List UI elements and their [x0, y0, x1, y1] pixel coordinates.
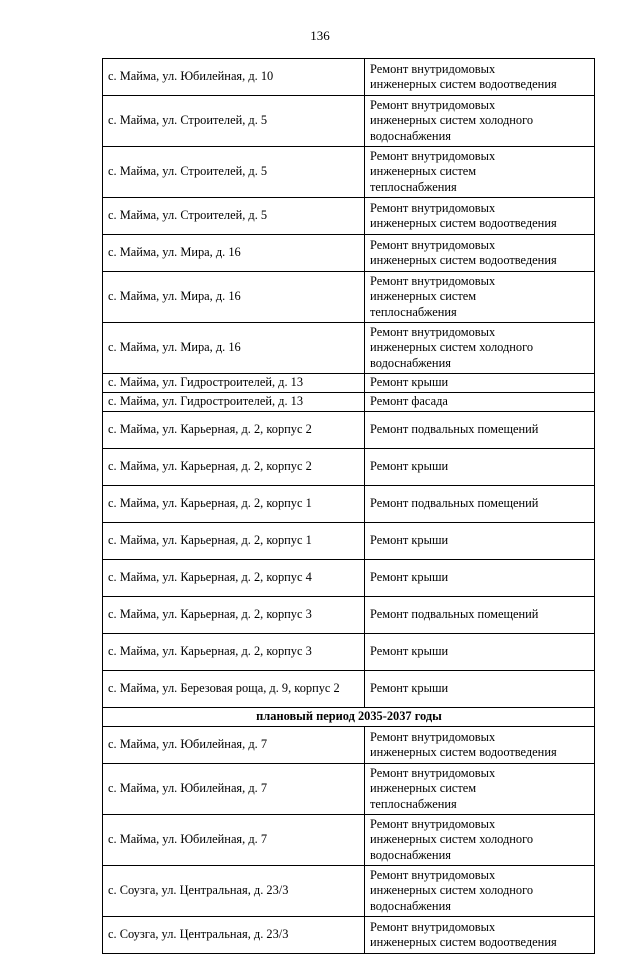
address-cell: с. Майма, ул. Строителей, д. 5 [103, 96, 365, 147]
work-line: Ремонт крыши [370, 533, 449, 548]
works-table-body [103, 59, 595, 954]
address-cell: с. Соузга, ул. Центральная, д. 23/3 [103, 866, 365, 917]
table-row [103, 59, 595, 96]
work-line: Ремонт внутридомовых [370, 237, 496, 252]
work-line: Ремонт подвальных помещений [370, 422, 539, 437]
address-cell: с. Майма, ул. Карьерная, д. 2, корпус 3 [103, 597, 365, 634]
table-row [103, 866, 595, 917]
work-line: инженерных систем водоотведения [370, 935, 557, 949]
table-row [103, 815, 595, 866]
work-line: Ремонт фасада [370, 394, 448, 409]
work-line: водоснабжения [370, 898, 451, 913]
address-cell: с. Майма, ул. Березовая роща, д. 9, корпус 2 [103, 671, 365, 708]
table-row [103, 393, 595, 412]
work-line: Ремонт внутридомовых [370, 61, 496, 76]
work-line: теплоснабжения [370, 304, 457, 319]
table-row [103, 198, 595, 235]
work-cell [365, 412, 595, 449]
table-row [103, 412, 595, 449]
table-row [103, 764, 595, 815]
address-cell: с. Майма, ул. Мира, д. 16 [103, 272, 365, 323]
address-cell: с. Майма, ул. Юбилейная, д. 7 [103, 815, 365, 866]
table-row [103, 917, 595, 954]
work-line: инженерных систем холодного [370, 883, 534, 898]
work-cell [365, 393, 595, 412]
work-line: Ремонт крыши [370, 681, 449, 696]
work-line: Ремонт внутридомовых [370, 765, 496, 780]
work-line: Ремонт внутридомовых [370, 729, 496, 744]
work-line: Ремонт крыши [370, 459, 449, 474]
work-line: инженерных систем [370, 289, 477, 304]
address-cell: с. Майма, ул. Юбилейная, д. 7 [103, 727, 365, 764]
work-cell [365, 323, 595, 374]
work-line: Ремонт внутридомовых [370, 867, 496, 882]
work-line: Ремонт внутридомовых [370, 273, 496, 288]
work-cell [365, 198, 595, 235]
table-row [103, 486, 595, 523]
address-cell: с. Майма, ул. Карьерная, д. 2, корпус 3 [103, 634, 365, 671]
work-cell [365, 764, 595, 815]
work-line: водоснабжения [370, 355, 451, 370]
work-line: инженерных систем водоотведения [370, 216, 557, 230]
work-line: Ремонт крыши [370, 644, 449, 659]
work-cell [365, 866, 595, 917]
table-row [103, 597, 595, 634]
work-cell [365, 235, 595, 272]
work-line: инженерных систем водоотведения [370, 77, 557, 91]
address-cell: с. Майма, ул. Карьерная, д. 2, корпус 1 [103, 523, 365, 560]
table-row [103, 727, 595, 764]
work-line: инженерных систем [370, 164, 477, 179]
work-cell [365, 815, 595, 866]
page-number: 136 [310, 28, 330, 43]
period-heading-row [103, 708, 595, 727]
work-line: Ремонт крыши [370, 375, 449, 390]
address-cell: с. Майма, ул. Строителей, д. 5 [103, 198, 365, 235]
work-cell [365, 96, 595, 147]
work-cell [365, 59, 595, 96]
table-row [103, 147, 595, 198]
work-cell [365, 597, 595, 634]
table-row [103, 235, 595, 272]
address-cell: с. Майма, ул. Юбилейная, д. 10 [103, 59, 365, 96]
work-cell [365, 634, 595, 671]
work-line: Ремонт внутридомовых [370, 148, 496, 163]
period-heading: плановый период 2035-2037 годы [103, 708, 595, 727]
work-cell [365, 523, 595, 560]
table-row [103, 523, 595, 560]
table-row [103, 671, 595, 708]
address-cell: с. Майма, ул. Карьерная, д. 2, корпус 1 [103, 486, 365, 523]
work-line: Ремонт крыши [370, 570, 449, 585]
work-line: теплоснабжения [370, 179, 457, 194]
work-line: инженерных систем [370, 781, 477, 796]
work-line: водоснабжения [370, 847, 451, 862]
work-line: инженерных систем водоотведения [370, 745, 557, 759]
table-row [103, 560, 595, 597]
address-cell: с. Майма, ул. Строителей, д. 5 [103, 147, 365, 198]
work-cell [365, 671, 595, 708]
address-cell: с. Майма, ул. Карьерная, д. 2, корпус 2 [103, 449, 365, 486]
table-row [103, 96, 595, 147]
work-line: инженерных систем водоотведения [370, 253, 557, 267]
work-line: инженерных систем холодного [370, 113, 534, 128]
table-row [103, 323, 595, 374]
works-table [102, 58, 595, 954]
address-cell: с. Майма, ул. Мира, д. 16 [103, 235, 365, 272]
table-row [103, 272, 595, 323]
work-cell [365, 449, 595, 486]
work-cell [365, 374, 595, 393]
address-cell: с. Майма, ул. Карьерная, д. 2, корпус 2 [103, 412, 365, 449]
address-cell: с. Майма, ул. Гидростроителей, д. 13 [103, 374, 365, 393]
work-line: Ремонт подвальных помещений [370, 496, 539, 511]
work-line: водоснабжения [370, 128, 451, 143]
work-line: инженерных систем холодного [370, 340, 534, 355]
work-line: Ремонт внутридомовых [370, 200, 496, 215]
table-row [103, 634, 595, 671]
work-cell [365, 560, 595, 597]
work-line: теплоснабжения [370, 796, 457, 811]
table-row [103, 374, 595, 393]
address-cell: с. Майма, ул. Карьерная, д. 2, корпус 4 [103, 560, 365, 597]
work-cell [365, 147, 595, 198]
address-cell: с. Майма, ул. Мира, д. 16 [103, 323, 365, 374]
address-cell: с. Майма, ул. Гидростроителей, д. 13 [103, 393, 365, 412]
work-line: инженерных систем холодного [370, 832, 534, 847]
work-cell [365, 272, 595, 323]
work-line: Ремонт внутридомовых [370, 816, 496, 831]
work-line: Ремонт внутридомовых [370, 97, 496, 112]
work-cell [365, 727, 595, 764]
work-cell [365, 917, 595, 954]
work-line: Ремонт внутридомовых [370, 919, 496, 934]
address-cell: с. Соузга, ул. Центральная, д. 23/3 [103, 917, 365, 954]
table-row [103, 449, 595, 486]
work-line: Ремонт внутридомовых [370, 324, 496, 339]
work-cell [365, 486, 595, 523]
work-line: Ремонт подвальных помещений [370, 607, 539, 622]
address-cell: с. Майма, ул. Юбилейная, д. 7 [103, 764, 365, 815]
